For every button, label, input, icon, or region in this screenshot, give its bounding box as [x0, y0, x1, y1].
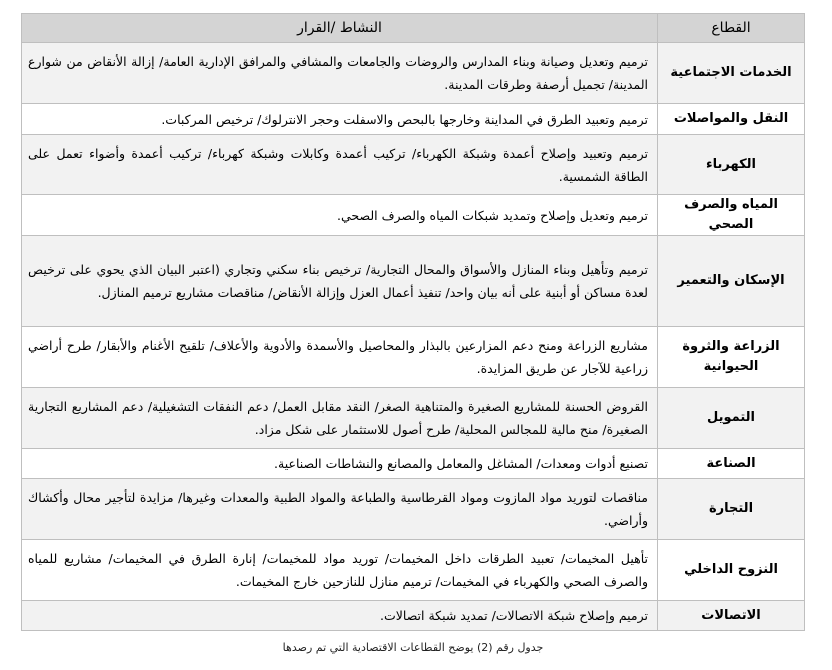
table-row — [22, 104, 805, 135]
table-header-row — [22, 14, 805, 43]
table-caption: جدول رقم (2) يوضح القطاعات الاقتصادية التي تم رصدها — [282, 641, 544, 654]
header-sector: القطاع — [658, 14, 805, 43]
sector-cell: التمويل — [658, 388, 805, 449]
sector-cell: المياه والصرف الصحي — [658, 195, 805, 236]
activity-cell: مشاريع الزراعة ومنح دعم المزارعين بالبذار والمحاصيل والأسمدة والأدوية والأعلاف/ تلقيح الأغنام والأبقار/ طرح أراضي زراعية للآجار عن طريق المزايدة. — [22, 327, 658, 388]
sector-cell: الخدمات الاجتماعية — [658, 43, 805, 104]
table-row — [22, 236, 805, 327]
table-row — [22, 479, 805, 540]
activity-cell: ترميم وتعديل وصيانة وبناء المدارس والروضات والجامعات والمشافي والمرافق الإدارية العامة/ إزالة الأنقاض من شوارع المدينة/ تجميل أرصفة وطرقات المدينة. — [22, 43, 658, 104]
activity-cell: تأهيل المخيمات/ تعبيد الطرقات داخل المخيمات/ توريد مواد للمخيمات/ إنارة الطرق في المخيمات/ مشاريع للمياه والصرف الصحي والكهرباء في المخيمات/ ترميم منازل للنازحين خارج المخيمات. — [22, 540, 658, 601]
sector-cell: النقل والمواصلات — [658, 104, 805, 135]
activity-cell: ترميم وتعبيد وإصلاح أعمدة وشبكة الكهرباء/ تركيب أعمدة وكابلات وشبكة كهرباء/ تركيب أعمدة وأضواء تعمل على الطاقة الشمسية. — [22, 135, 658, 195]
activity-cell: ترميم وإصلاح شبكة الاتصالات/ تمديد شبكة اتصالات. — [22, 601, 658, 631]
table-row — [22, 449, 805, 479]
sectors-table — [21, 13, 805, 631]
table-row — [22, 195, 805, 236]
sector-cell: التجارة — [658, 479, 805, 540]
sector-cell: الصناعة — [658, 449, 805, 479]
table-row — [22, 327, 805, 388]
sector-cell: الزراعة والثروة الحيوانية — [658, 327, 805, 388]
table-row — [22, 601, 805, 631]
activity-cell: ترميم وتعبيد الطرق في المداينة وخارجها بالبحص والاسفلت وحجر الانترلوك/ ترخيص المركبات. — [22, 104, 658, 135]
table-row — [22, 540, 805, 601]
activity-cell: القروض الحسنة للمشاريع الصغيرة والمتناهية الصغر/ النقد مقابل العمل/ دعم النفقات التشغيلية/ دعم المشاريع التجارية الصغيرة/ منح مالية للمجالس المحلية/ طرح أصول للاستثمار على شكل مزاد. — [22, 388, 658, 449]
activity-cell: ترميم وتأهيل وبناء المنازل والأسواق والمحال التجارية/ ترخيص بناء سكني وتجاري (اعتبر البيان الذي يحوي على ترخيص لعدة مساكن أو أبنية على أنه بيان واحد/ تنفيذ أعمال العزل وإزالة الأنقاض/ مناقصات مشاريع ترميم المنازل. — [22, 236, 658, 327]
sector-cell: الإسكان والتعمير — [658, 236, 805, 327]
table-row — [22, 135, 805, 195]
header-activity: النشاط /القرار — [22, 14, 658, 43]
table-row — [22, 388, 805, 449]
sector-cell: الاتصالات — [658, 601, 805, 631]
sector-cell: الكهرباء — [658, 135, 805, 195]
activity-cell: ترميم وتعديل وإصلاح وتمديد شبكات المياه والصرف الصحي. — [22, 195, 658, 236]
activity-cell: مناقصات لتوريد مواد المازوت ومواد القرطاسية والطباعة والمواد الطبية والمعدات وغيرها/ مزايدة لتأجير محال وأكشاك وأراضي. — [22, 479, 658, 540]
sector-cell: النزوح الداخلي — [658, 540, 805, 601]
activity-cell: تصنيع أدوات ومعدات/ المشاغل والمعامل والمصانع والنشاطات الصناعية. — [22, 449, 658, 479]
table-row — [22, 43, 805, 104]
